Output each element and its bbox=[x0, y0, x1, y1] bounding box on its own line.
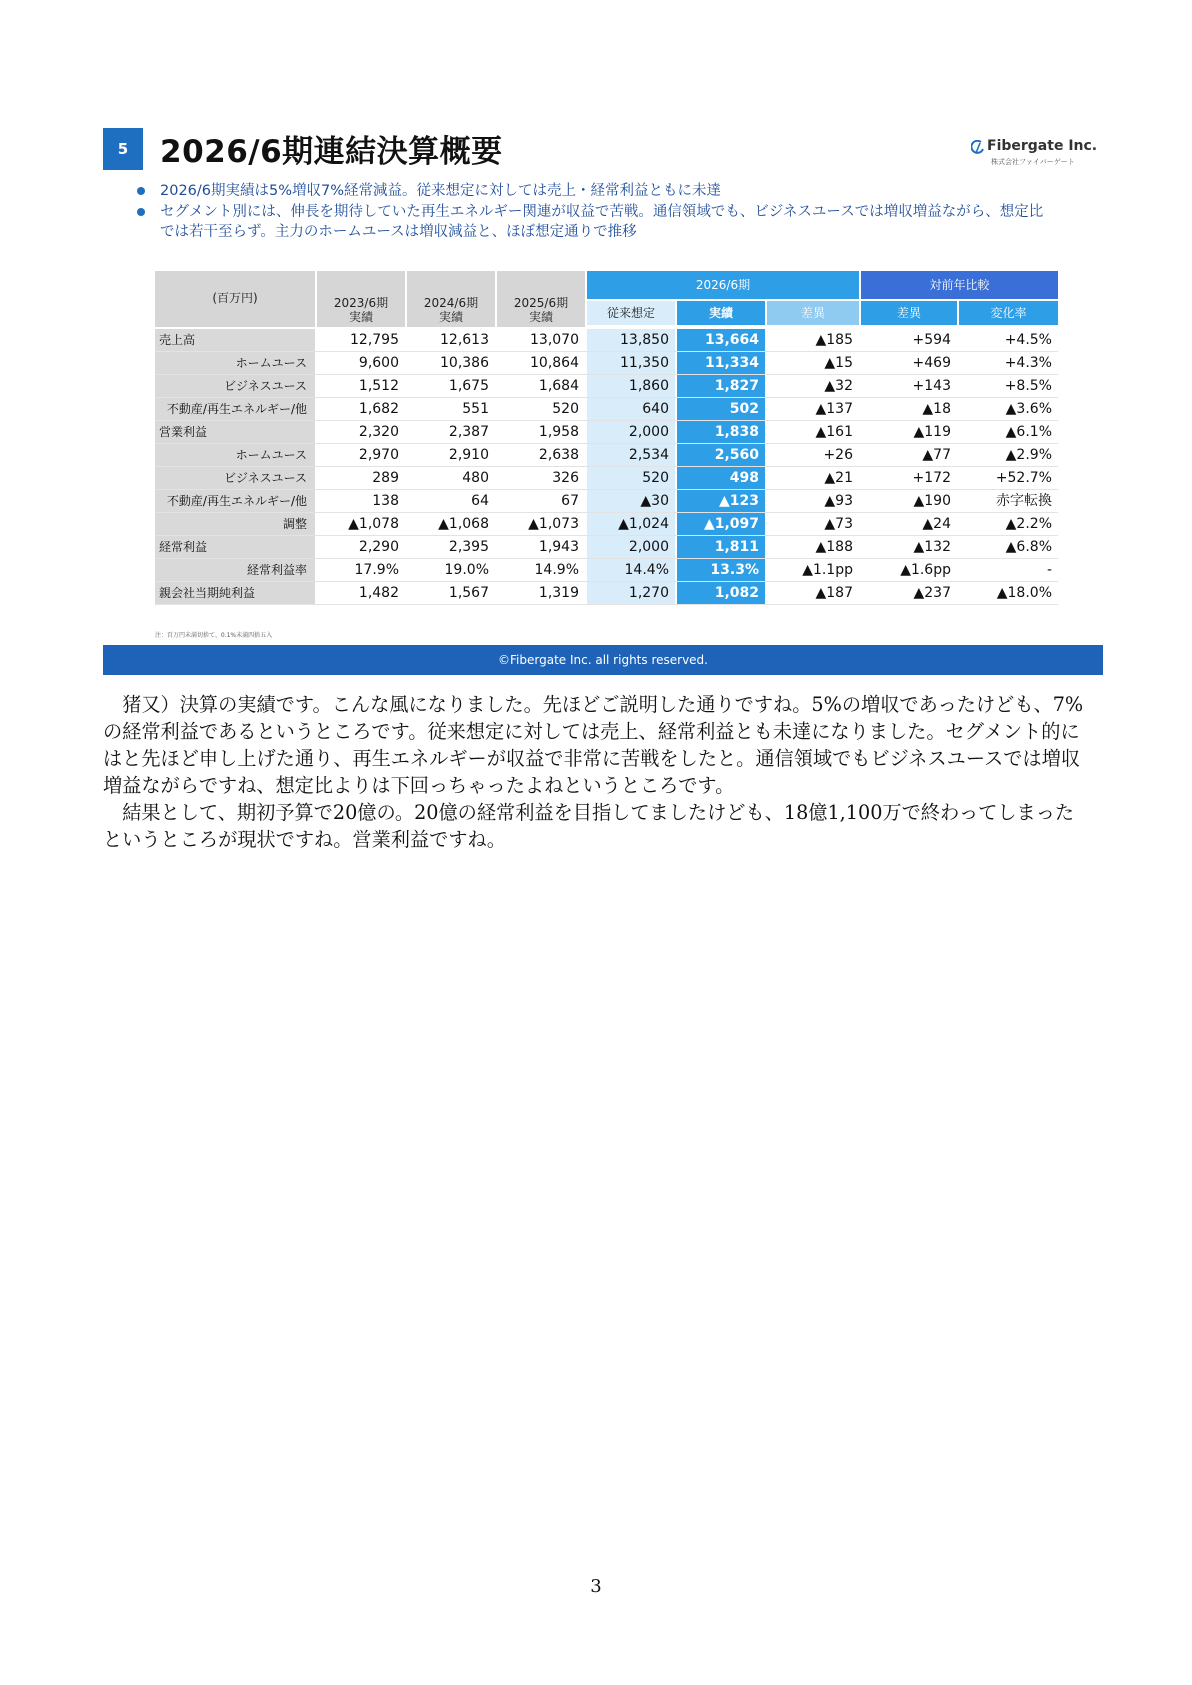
cell-actual: 1,811 bbox=[677, 536, 765, 558]
bullet-item bbox=[135, 202, 1055, 242]
cell-v2024: 1,567 bbox=[448, 585, 489, 601]
transcript-paragraph: 猪又）決算の実績です。こんな風になりました。先ほどご説明した通りですね。5%の増収であったけども、7%の経常利益であるというところです。従来想定に対しては売上、経常利益とも未達になりました。セグメント的にはと先ほど申し上げた通り、再生エネルギーが収益で非常に苦戦をしたと。通信領域でもビジネスユースでは増収増益ながらですね、想定比よりは下回っちゃったよねというところです。 bbox=[103, 693, 1084, 797]
cell-diff: +26 bbox=[823, 447, 853, 463]
cell-plan: ▲30 bbox=[587, 490, 675, 512]
table-row bbox=[155, 352, 1058, 376]
cell-diff: ▲32 bbox=[824, 378, 853, 394]
group-header-yoy: 対前年比較 bbox=[861, 271, 1058, 299]
cell-diff: ▲137 bbox=[815, 401, 853, 417]
cell-v2023: 289 bbox=[372, 470, 399, 486]
cell-v2024: 2,387 bbox=[448, 424, 489, 440]
table-row bbox=[155, 375, 1058, 399]
slide bbox=[103, 108, 1103, 686]
cell-yoy-rate: - bbox=[1046, 562, 1052, 578]
cell-yoy-diff: ▲1.6pp bbox=[900, 562, 951, 578]
bullet-text: セグメント別には、伸長を期待していた再生エネルギー関連が収益で苦戦。通信領域でも、ビジネスユースでは増収増益ながら、想定比では若干至らず。主力のホームユースは増収減益と、ほぼ想定通りで推移 bbox=[160, 204, 1044, 240]
cell-actual: 498 bbox=[677, 467, 765, 489]
cell-v2024: 1,675 bbox=[448, 378, 489, 394]
cell-plan: 640 bbox=[587, 398, 675, 420]
row-label: 経常利益率 bbox=[155, 559, 315, 581]
subheader-diff: 差異 bbox=[767, 301, 859, 325]
cell-v2025: 10,864 bbox=[530, 355, 579, 371]
row-divider bbox=[155, 604, 1058, 605]
cell-actual: 1,838 bbox=[677, 421, 765, 443]
cell-actual: 1,827 bbox=[677, 375, 765, 397]
cell-v2024: 19.0% bbox=[444, 562, 489, 578]
row-label: 経常利益 bbox=[155, 536, 315, 558]
row-label: 親会社当期純利益 bbox=[155, 582, 315, 604]
subheader-yoy-rate: 変化率 bbox=[959, 301, 1058, 325]
row-label: 売上高 bbox=[155, 329, 315, 351]
cell-diff: ▲188 bbox=[815, 539, 853, 555]
cell-yoy-rate: +52.7% bbox=[995, 470, 1052, 486]
cell-yoy-rate: ▲2.9% bbox=[1005, 447, 1052, 463]
cell-v2024: 2,395 bbox=[448, 539, 489, 555]
table-row bbox=[155, 513, 1058, 537]
cell-plan: 2,000 bbox=[587, 421, 675, 443]
col-header-2025 bbox=[497, 271, 585, 327]
group-header-2026: 2026/6期 bbox=[587, 271, 859, 299]
cell-actual: 13.3% bbox=[677, 559, 765, 581]
cell-plan: 13,850 bbox=[587, 329, 675, 351]
cell-diff: ▲1.1pp bbox=[802, 562, 853, 578]
cell-yoy-diff: +469 bbox=[912, 355, 951, 371]
cell-yoy-diff: ▲18 bbox=[922, 401, 951, 417]
cell-yoy-diff: +594 bbox=[912, 332, 951, 348]
cell-v2023: 1,682 bbox=[358, 401, 399, 417]
cell-diff: ▲73 bbox=[824, 516, 853, 532]
cell-actual: 2,560 bbox=[677, 444, 765, 466]
cell-plan: 1,270 bbox=[587, 582, 675, 604]
cell-actual: 502 bbox=[677, 398, 765, 420]
cell-v2025: 13,070 bbox=[530, 332, 579, 348]
cell-yoy-rate: +4.5% bbox=[1004, 332, 1052, 348]
cell-plan: ▲1,024 bbox=[587, 513, 675, 535]
col-header-2024 bbox=[407, 271, 495, 327]
subheader-plan: 従来想定 bbox=[587, 301, 675, 325]
cell-yoy-diff: ▲119 bbox=[913, 424, 951, 440]
cell-yoy-diff: ▲24 bbox=[922, 516, 951, 532]
cell-yoy-rate: ▲6.8% bbox=[1005, 539, 1052, 555]
cell-v2024: 10,386 bbox=[440, 355, 489, 371]
cell-v2023: 2,970 bbox=[358, 447, 399, 463]
row-label: ホームユース bbox=[155, 444, 315, 466]
row-label: ホームユース bbox=[155, 352, 315, 374]
row-label: 調整 bbox=[155, 513, 315, 535]
cell-v2025: ▲1,073 bbox=[528, 516, 579, 532]
cell-v2025: 14.9% bbox=[534, 562, 579, 578]
unit-label: (百万円) bbox=[212, 291, 258, 305]
bullet-item bbox=[135, 181, 1055, 201]
slide-number: 5 bbox=[103, 128, 143, 170]
bullet-dot-icon bbox=[137, 187, 145, 195]
row-label: ビジネスユース bbox=[155, 467, 315, 489]
cell-yoy-rate: ▲3.6% bbox=[1005, 401, 1052, 417]
table-row bbox=[155, 398, 1058, 422]
cell-v2025: 1,958 bbox=[538, 424, 579, 440]
cell-diff: ▲161 bbox=[815, 424, 853, 440]
cell-diff: ▲93 bbox=[824, 493, 853, 509]
col-2023-label: 2023/6期 実績 bbox=[333, 296, 389, 324]
col-2024-label: 2024/6期 実績 bbox=[423, 296, 479, 324]
cell-v2025: 520 bbox=[552, 401, 579, 417]
cell-v2024: ▲1,068 bbox=[438, 516, 489, 532]
unit-header bbox=[155, 271, 315, 327]
bullet-dot-icon bbox=[137, 208, 145, 216]
table-row bbox=[155, 329, 1058, 353]
table-row bbox=[155, 536, 1058, 560]
cell-v2025: 2,638 bbox=[538, 447, 579, 463]
cell-actual: 1,082 bbox=[677, 582, 765, 604]
cell-yoy-rate: ▲18.0% bbox=[996, 585, 1052, 601]
cell-yoy-rate: ▲2.2% bbox=[1005, 516, 1052, 532]
cell-v2023: 2,290 bbox=[358, 539, 399, 555]
summary-bullets bbox=[135, 181, 1055, 243]
cell-v2025: 326 bbox=[552, 470, 579, 486]
cell-plan: 2,534 bbox=[587, 444, 675, 466]
cell-yoy-diff: ▲190 bbox=[913, 493, 951, 509]
row-label: ビジネスユース bbox=[155, 375, 315, 397]
cell-yoy-diff: +172 bbox=[912, 470, 951, 486]
cell-plan: 2,000 bbox=[587, 536, 675, 558]
cell-diff: ▲21 bbox=[824, 470, 853, 486]
cell-v2025: 1,319 bbox=[538, 585, 579, 601]
cell-yoy-rate: +8.5% bbox=[1004, 378, 1052, 394]
cell-v2023: 138 bbox=[372, 493, 399, 509]
cell-yoy-diff: ▲237 bbox=[913, 585, 951, 601]
cell-v2024: 64 bbox=[471, 493, 489, 509]
cell-diff: ▲15 bbox=[824, 355, 853, 371]
bullet-text: 2026/6期実績は5%増収7%経常減益。従来想定に対しては売上・経常利益ともに未達 bbox=[160, 183, 722, 199]
row-label: 営業利益 bbox=[155, 421, 315, 443]
slide-footer: ©Fibergate Inc. all rights reserved. bbox=[103, 645, 1103, 675]
row-label: 不動産/再生エネルギー/他 bbox=[155, 490, 315, 512]
cell-v2023: 9,600 bbox=[358, 355, 399, 371]
cell-yoy-rate: ▲6.1% bbox=[1005, 424, 1052, 440]
cell-plan: 520 bbox=[587, 467, 675, 489]
cell-v2024: 2,910 bbox=[448, 447, 489, 463]
cell-yoy-diff: ▲77 bbox=[922, 447, 951, 463]
cell-v2023: 17.9% bbox=[354, 562, 399, 578]
cell-v2023: 12,795 bbox=[350, 332, 399, 348]
subheader-yoy-diff: 差異 bbox=[861, 301, 957, 325]
cell-yoy-diff: +143 bbox=[912, 378, 951, 394]
page-number: 3 bbox=[590, 1576, 602, 1597]
cell-v2024: 12,613 bbox=[440, 332, 489, 348]
table-row bbox=[155, 444, 1058, 468]
cell-plan: 11,350 bbox=[587, 352, 675, 374]
col-header-2023 bbox=[317, 271, 405, 327]
col-2025-label: 2025/6期 実績 bbox=[513, 296, 569, 324]
cell-v2025: 1,943 bbox=[538, 539, 579, 555]
cell-diff: ▲185 bbox=[815, 332, 853, 348]
cell-diff: ▲187 bbox=[815, 585, 853, 601]
cell-plan: 14.4% bbox=[587, 559, 675, 581]
fibergate-logo-icon bbox=[971, 140, 985, 154]
cell-plan: 1,860 bbox=[587, 375, 675, 397]
cell-actual: ▲1,097 bbox=[677, 513, 765, 535]
row-label: 不動産/再生エネルギー/他 bbox=[155, 398, 315, 420]
cell-v2025: 1,684 bbox=[538, 378, 579, 394]
cell-v2023: 2,320 bbox=[358, 424, 399, 440]
slide-title: 2026/6期連結決算概要 bbox=[160, 134, 503, 170]
cell-yoy-rate: 赤字転換 bbox=[996, 493, 1052, 509]
cell-actual: 13,664 bbox=[677, 329, 765, 351]
subheader-actual: 実績 bbox=[677, 301, 765, 325]
table-row bbox=[155, 467, 1058, 491]
cell-v2024: 551 bbox=[462, 401, 489, 417]
cell-yoy-diff: ▲132 bbox=[913, 539, 951, 555]
logo-name: Fibergate Inc. bbox=[987, 138, 1098, 154]
transcript bbox=[103, 691, 1093, 853]
cell-v2025: 67 bbox=[561, 493, 579, 509]
cell-v2023: 1,512 bbox=[358, 378, 399, 394]
table-row bbox=[155, 421, 1058, 445]
cell-actual: 11,334 bbox=[677, 352, 765, 374]
logo-subtitle: 株式会社ファイバーゲート bbox=[991, 158, 1075, 166]
cell-v2024: 480 bbox=[462, 470, 489, 486]
cell-v2023: 1,482 bbox=[358, 585, 399, 601]
table-note: 注：百万円未満切捨て、0.1%未満四捨五入 bbox=[155, 632, 273, 639]
cell-yoy-rate: +4.3% bbox=[1004, 355, 1052, 371]
table-row bbox=[155, 559, 1058, 583]
cell-v2023: ▲1,078 bbox=[348, 516, 399, 532]
cell-actual: ▲123 bbox=[677, 490, 765, 512]
transcript-paragraph: 結果として、期初予算で20億の。20億の経常利益を目指してましたけども、18億1,100万で終わってしまったというところが現状ですね。営業利益ですね。 bbox=[103, 801, 1075, 851]
table-row bbox=[155, 582, 1058, 606]
table-row bbox=[155, 490, 1058, 514]
